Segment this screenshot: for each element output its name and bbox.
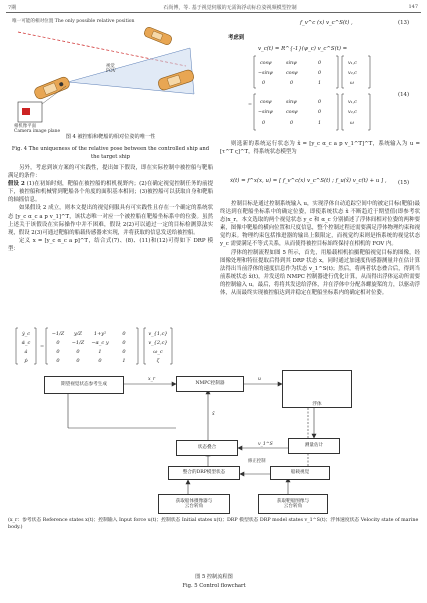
figure-4-caption-cn: 图 4 被控船和靶船的相对位姿的唯一性 — [65, 134, 156, 140]
eq15: ẋ(t) = f^x(x, u) = [ f_v^c(x) v_c^S(t) ; f_u(x̃) v_c(t) + u ] , — [230, 178, 387, 184]
node-measure-estimate: 测量估计 — [288, 438, 340, 454]
node-state-merge: 状态叠合 — [176, 440, 238, 456]
matrix-cell: y/Z — [74, 331, 82, 337]
svg-text:−sinψ: −sinψ — [258, 110, 273, 115]
page-number: 147 — [408, 4, 418, 10]
matrix-cell: 1 — [98, 349, 102, 355]
svg-text:0: 0 — [318, 110, 322, 115]
matrix-cell: −α_c y — [91, 340, 109, 346]
right-para-2: 控制目标是通过控制系统输入 u，实现浮体自动追踪空间中的被定目标(靶船)最终达到在靶船坐标系中的确定位姿，即使系统状态 x̃ 不断趋近于期望值(即参考状态)x_r，本文选取的两个视觉状态 y_c 和 α_c 分别描述了浮体间相对位姿的两种要素，图像中靶船的横向位置和尺度信息，整个控制过程还需要满足浮体物理约束和视觉约束。物理约束包括推进器的输出上限限定，而视觉约束则是指系统的视觉状态 y_c 需要满足不等式关系，从而使得被控目标始终保持在相机的 FOV 内。 — [220, 201, 420, 248]
rhs-0: v_{1,c} — [148, 331, 168, 337]
matrix-cell: 0 — [56, 349, 60, 355]
eq13-line: f_v^c (x) v_c^S(t) , — [300, 20, 353, 26]
svg-text:sinψ: sinψ — [286, 61, 297, 66]
right-para-1 — [220, 140, 420, 156]
fov-label: 视觉 FOV — [106, 64, 116, 75]
label-correct-control: 修正控制 — [248, 459, 266, 464]
svg-text:v₁,c: v₁,c — [348, 100, 357, 105]
signal-v: v_1^S — [258, 442, 273, 447]
svg-text:=: = — [248, 103, 253, 108]
figure-5 — [8, 368, 420, 548]
node-marine-body — [282, 370, 352, 408]
left-para-2: 如果假设 2 成立，则本文提出的视觉伺服具有可实践性且存在一个确定的系统状态 [y_c α_c a p v_1]^T，该状态唯一对应一个被控船在靶船坐标系中的位姿。虽然上述关于该假设在实际操作中并不困难，假设 2(2)可以通过一定的目标检测算法实现，假设 2(3)可通过靶船的船载传感器来实现，并将获取的信息发送给被控船。 — [8, 205, 213, 236]
eq15-number: (15) — [398, 180, 410, 186]
matrix-cell: −1/Z — [71, 340, 85, 346]
matrix-cell: 0 — [56, 358, 60, 364]
running-header-title: 石尚博，等. 基于视觉伺服的无需海浮动标位姿视频模型控制 — [163, 5, 297, 11]
svg-text:cosψ: cosψ — [260, 61, 272, 66]
svg-text:cosψ: cosψ — [286, 110, 298, 115]
consider-text: 考虑到 — [228, 35, 245, 41]
figure-5-legend: (x_r：参考状态 Reference states x(t)；控制输入 Input force u(t)；控制状态 Initial states x(t)；DRP 模型状态 DRP model states v_1^S(t)；浮体速度状态 Velocity state of marine body.) — [8, 518, 419, 530]
signal-x: x̃ — [212, 412, 215, 417]
svg-text:1: 1 — [318, 121, 322, 126]
figure-4-caption-en: Fig. 4 The uniqueness of the relative pose between the controlled ship and the target ship — [11, 146, 210, 160]
figure-4-top-label: 唯一可能的相对位置 The only possible relative position — [12, 19, 135, 24]
svg-text:v₂,c: v₂,c — [348, 71, 357, 76]
matrix-cell: 0 — [122, 331, 126, 337]
svg-text:=: = — [40, 344, 45, 350]
node-camera-model: 获取船体摄像器与 云台转角 — [158, 494, 230, 514]
svg-text:0: 0 — [318, 100, 322, 105]
rhs-3: ζ — [156, 358, 160, 364]
drp-model-equation — [16, 326, 212, 366]
matrix-cell: 0 — [76, 349, 80, 355]
right-para-1-text: 则选新的系统运行状态为 x̃ = [y_c α_c a p v_1^T]^T，系统输入为 u = [τ^T ς]^T，得系统状态模型为 — [220, 141, 420, 156]
svg-text:ω: ω — [350, 121, 354, 126]
lhs-1: α̇_c — [21, 340, 31, 346]
figure-4 — [8, 18, 213, 146]
rhs-2: ω_c — [153, 349, 163, 355]
rhs-1: v_{2,c} — [148, 340, 168, 346]
signal-u: u — [258, 377, 261, 382]
eq14-top: v_c(t) = R^{-1}(ψ_c) v_c^S(t) = — [258, 46, 348, 52]
assumption-2-label: 假设 2 — [8, 181, 25, 188]
matrix-cell: 0 — [76, 358, 80, 364]
node-nmpc-controller: NMPC控制器 — [176, 376, 244, 392]
matrix-cell: 0 — [122, 340, 126, 346]
matrix-cell: 1 — [122, 358, 126, 364]
svg-text:sinψ: sinψ — [286, 100, 297, 105]
svg-text:0: 0 — [318, 61, 322, 66]
lhs-3: ṗ — [24, 358, 28, 364]
node-onboard-vision: 船载视觉 — [270, 466, 330, 480]
matrix-cell: −1/Z — [51, 331, 65, 337]
node-reference-generator: 期望视觉状态参考生成 — [44, 376, 124, 394]
svg-text:−sinψ: −sinψ — [258, 71, 273, 76]
assumption-2-text: (1)在初始时刻，靶船在被控船的相机视野内；(2)在确定视觉控制任务的前提下，被控船和机械臂到靶船各个角度的面积基本相同；(3)被控船可以获取自身和靶船的轴摇信息。 — [8, 181, 213, 204]
upper-ship — [143, 26, 173, 46]
svg-text:0: 0 — [290, 81, 294, 86]
matrix-cell: 0 — [56, 340, 60, 346]
figure-4-illustration — [8, 24, 213, 135]
svg-text:cosψ: cosψ — [286, 71, 298, 76]
figure-5-caption-en: Fig. 5 Control flowchart — [182, 583, 246, 589]
left-para-1: 另外，考虑到该方案的可实践性，提出如下假设，即在实际控制中被控船与靶船满足的条件： — [8, 165, 213, 180]
svg-text:v₂,c: v₂,c — [348, 110, 357, 115]
node-target-feature: 获取靶船图像与 云台转角 — [258, 494, 328, 514]
lhs-2: ȧ — [24, 349, 28, 355]
left-column — [8, 164, 213, 253]
svg-text:v₁,c: v₁,c — [348, 61, 357, 66]
camera-plane-label: 相机像平面 Camera image plane — [14, 124, 61, 135]
running-header-left: 7期 — [8, 5, 17, 11]
right-body — [220, 200, 420, 297]
matrix-cell: 0 — [122, 349, 126, 355]
svg-text:0: 0 — [290, 121, 294, 126]
drp-matrix-svg — [16, 326, 212, 366]
right-para-3: 浮体的控制流程如图 5 所示，首先，用船载相机拍摄靶船视觉目标的图像，经图像处理和特征提取后得到其 DRP 状态 x，同时通过加速度传感器测量并在估计算法得出当前浮体的速度信息作为状态 v_1^S(t)；然后，将两者状态叠合后，得到当前系统状态 x̃(t)，并发送给 NMPC 控制器进行优化计算，从而得出浮体运动所需要的控制输入 u。最后，将将其发送给浮体，并在浮体中分配各螺旋桨的力，以驱动浮体，从而最终实现被控船达到并稳定在靶船坐标系内的确定相对位姿。 — [220, 249, 420, 297]
target-in-image — [22, 108, 30, 115]
figure-5-caption-cn: 图 5 控制流程图 — [195, 574, 233, 580]
signal-xr: x_r — [148, 377, 156, 382]
matrix-cell: 0 — [98, 358, 102, 364]
svg-text:0: 0 — [262, 121, 266, 126]
rotation-matrix-block — [248, 54, 412, 134]
node-integrated-drp-state: 整合的DRP模型状态 — [168, 466, 240, 480]
eq13-number: (13) — [398, 20, 410, 26]
eq14-number: (14) — [398, 92, 410, 98]
svg-text:0: 0 — [318, 71, 322, 76]
svg-text:1: 1 — [318, 81, 322, 86]
svg-text:0: 0 — [262, 81, 266, 86]
svg-text:cosψ: cosψ — [260, 100, 272, 105]
matrix-cell: 1+y² — [93, 331, 107, 337]
svg-text:ω: ω — [350, 81, 354, 86]
left-para-3: 定义 x = [y_c α_c a p]^T，结合式(7)、(8)、(11)和(12)可得如下 DRP 模型： — [8, 237, 213, 252]
assumption-2 — [8, 180, 213, 204]
lhs-0: ẏ_c — [21, 331, 31, 337]
marine-body-label: 浮体 — [312, 401, 322, 407]
header-rule — [6, 12, 421, 13]
